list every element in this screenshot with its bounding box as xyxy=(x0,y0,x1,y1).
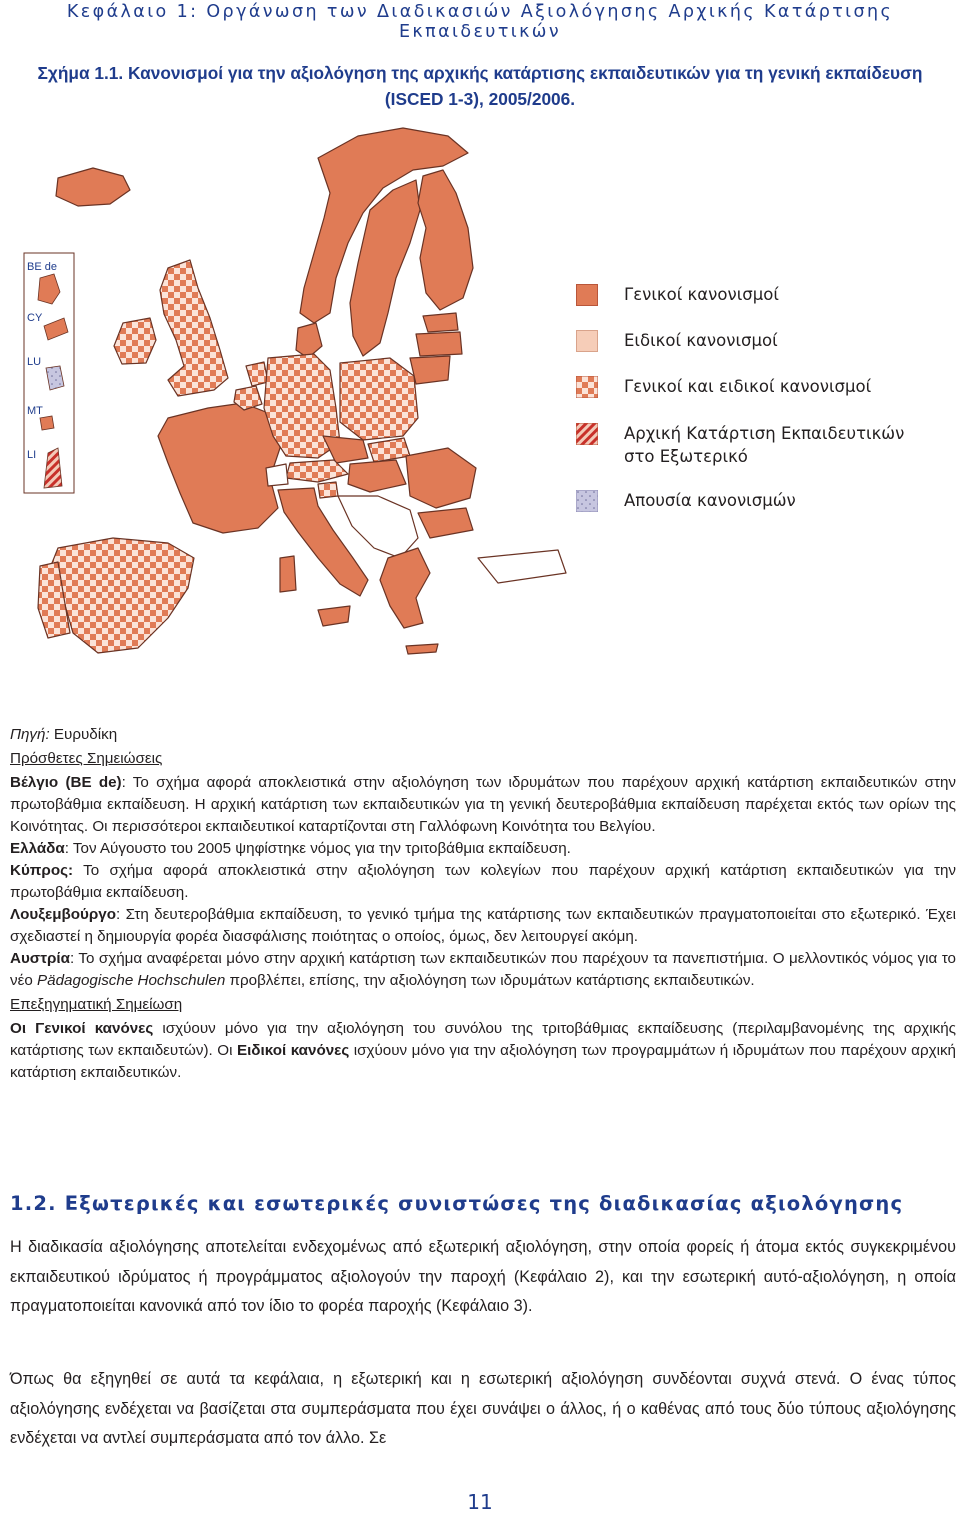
map-region-romania xyxy=(406,448,476,508)
map-region-poland xyxy=(340,358,418,440)
map-region-sardinia xyxy=(280,556,296,592)
note-greece xyxy=(10,838,956,860)
legend-swatch-dots xyxy=(576,490,598,512)
note-cyprus xyxy=(10,860,956,904)
note-greece-text: : Τον Αύγουστο του 2005 ψηφίστηκε νόμος για την τριτοβάθμια εκπαίδευση. xyxy=(64,840,571,857)
map-region-latvia xyxy=(416,332,462,356)
additional-notes-title: Πρόσθετες Σημειώσεις xyxy=(10,750,163,767)
map-region-lithuania xyxy=(410,356,450,384)
running-header: Κεφάλαιο 1: Οργάνωση των Διαδικασιών Αξιολόγησης Αρχικής Κατάρτισης Εκπαιδευτικών xyxy=(66,2,894,42)
section-paragraph-1: Η διαδικασία αξιολόγησης αποτελείται ενδεχομένως από εξωτερική αξιολόγηση, στην οποία φορείς ή άτομα εκτός συγκεκριμένου εκπαιδευτικού ιδρύματος ή προγράμματος αξιολογούν την παροχή (Κεφάλαιο 2), και την εσωτερική αυτό-αξιολόγηση, η οποία πραγματοποιείται κανονικά από τον ίδιο το φορέα παροχής (Κεφάλαιο 3). xyxy=(10,1238,956,1315)
note-austria-text-after: προβλέπει, επίσης, την αξιολόγηση των ιδρυμάτων κατάρτισης εκπαιδευτικών. xyxy=(225,972,755,989)
map-region-greece xyxy=(380,548,430,628)
explanatory-note-title: Επεξηγηματική Σημείωση xyxy=(10,996,183,1013)
legend-item-general xyxy=(576,283,779,306)
map-region-balkans xyxy=(338,496,418,558)
note-austria-text-before: : Το σχήμα αναφέρεται μόνο στην αρχική κατάρτιση των εκπαιδευτικών που παρέχουν τα πανεπιστήμια. Ο μελλοντικός νόμος για το νέο xyxy=(10,950,956,989)
explanatory-bold1: Οι Γενικοί κανόνες xyxy=(10,1020,154,1037)
legend-swatch-general xyxy=(576,284,598,306)
map-region-spain xyxy=(48,538,194,653)
map-region-austria xyxy=(286,460,348,482)
map-region-sicily xyxy=(318,606,350,626)
note-cyprus-text: Το σχήμα αφορά αποκλειστικά στην αξιολόγηση των κολεγίων που παρέχουν αρχική κατάρτιση εκπαιδευτικών για την πρωτοβάθμια εκπαίδευση. xyxy=(10,862,956,901)
map-region-czechia xyxy=(323,436,368,463)
map-region-switzerland xyxy=(266,464,288,486)
inset-label-mt: MT xyxy=(27,405,43,417)
legend-label-general-and-specific: Γενικοί και ειδικοί κανονισμοί xyxy=(624,377,872,396)
map-region-crete xyxy=(406,644,438,654)
legend-item-abroad xyxy=(576,422,936,468)
map-region-france xyxy=(158,403,280,533)
figure-caption-line2: (ISCED 1-3), 2005/2006. xyxy=(384,89,576,109)
note-luxembourg xyxy=(10,904,956,948)
inset-label-li: LI xyxy=(27,449,37,461)
europe-map xyxy=(18,118,578,708)
inset-label-be: BE de xyxy=(27,261,57,273)
legend-label-abroad: Αρχική Κατάρτιση Εκπαιδευτικών στο Εξωτερικό xyxy=(624,424,905,466)
map-region-hungary xyxy=(348,460,406,492)
note-belgium-country: Βέλγιο (BE de) xyxy=(10,774,122,791)
note-austria xyxy=(10,948,956,992)
inset-label-lu: LU xyxy=(27,356,42,368)
legend-item-none xyxy=(576,489,796,512)
note-cyprus-country: Κύπρος: xyxy=(10,862,74,879)
map-region-estonia xyxy=(423,313,458,332)
map-region-denmark xyxy=(296,323,322,358)
explanatory-text1: ισχύουν μόνο για την αξιολόγηση του συνόλου της τριτοβάθμιας εκπαίδευσης (περιλαμβανομένης της αρχικής κατάρτισης των εκπαιδευτών). Οι xyxy=(10,1020,957,1059)
page-number: 11 xyxy=(467,1490,493,1514)
source-line xyxy=(10,724,956,746)
section-title: 1.2. Εξωτερικές και εσωτερικές συνιστώσες της διαδικασίας αξιολόγησης xyxy=(10,1192,904,1215)
map-region-finland xyxy=(418,170,473,310)
legend-label-general: Γενικοί κανονισμοί xyxy=(624,285,779,304)
note-luxembourg-text: : Στη δευτεροβάθμια εκπαίδευση, το γενικό τμήμα της κατάρτισης των εκπαιδευτικών πραγματοποιείται στο εξωτερικό. Έχει σχεδιαστεί η δημιουργία φορέα διασφάλισης ποιότητας ο οποίος, όμως, δεν λειτουργεί ακόμη. xyxy=(10,906,956,945)
note-luxembourg-country: Λουξεμβούργο xyxy=(10,906,117,923)
source-value: Ευρυδίκη xyxy=(49,726,118,743)
europe-map-svg xyxy=(18,118,578,708)
note-belgium-text: : Το σχήμα αφορά αποκλειστικά στην αξιολόγηση των ιδρυμάτων που παρέχουν αρχική κατάρτιση εκπαιδευτικών στην πρωτοβάθμια εκπαίδευση. Η αρχική κατάρτιση των εκπαιδευτικών για τη γενική δευτεροβάθμια εκπαίδευση παρέχεται εκτός των ορίων της Κοινότητας. Οι περισσότεροι εκπαιδευτικοί καταρτίζονται στη Γαλλόφωνη Κοινότητα του Βελγίου. xyxy=(10,774,956,835)
note-austria-italic: Pädagogische Hochschulen xyxy=(37,972,226,989)
source-label: Πηγή: xyxy=(10,726,50,743)
map-region-turkey-outline xyxy=(478,550,566,583)
map-region-ireland xyxy=(114,318,156,364)
map-inset-box xyxy=(24,253,74,493)
legend-swatch-hatch xyxy=(576,423,598,445)
legend-label-none: Απουσία κανονισμών xyxy=(624,491,796,510)
note-austria-country: Αυστρία xyxy=(10,950,70,967)
map-region-bulgaria xyxy=(418,508,473,538)
explanatory-note xyxy=(10,1018,956,1084)
legend-label-specific: Ειδικοί κανονισμοί xyxy=(624,331,778,350)
map-region-slovenia xyxy=(318,482,338,498)
figure-caption-line1: Σχήμα 1.1. Κανονισμοί για την αξιολόγηση της αρχικής κατάρτισης εκπαιδευτικών για τη γενική εκπαίδευση xyxy=(37,63,923,83)
legend-item-general-and-specific xyxy=(576,375,871,398)
map-region-slovakia xyxy=(368,438,410,462)
map-region-iceland xyxy=(56,168,130,206)
explanatory-bold2: Ειδικοί κανόνες xyxy=(236,1042,350,1059)
note-belgium xyxy=(10,772,956,838)
legend-swatch-checker xyxy=(576,376,598,398)
legend-item-specific xyxy=(576,329,778,352)
figure-caption xyxy=(12,60,948,112)
note-greece-country: Ελλάδα xyxy=(10,840,65,857)
legend-swatch-specific xyxy=(576,330,598,352)
map-region-uk xyxy=(160,260,228,396)
inset-label-cy: CY xyxy=(27,312,43,324)
section-paragraph-2: Όπως θα εξηγηθεί σε αυτά τα κεφάλαια, η εξωτερική και η εσωτερική αξιολόγηση συνδέονται συχνά στενά. Ο ένας τύπος αξιολόγησης ενδέχεται να βασίζεται στα συμπεράσματα που έχει συνάψει ο άλλος, ή ο καθένας από τους δύο τύπους αξιολόγησης ενδέχεται να αντλεί συμπεράσματα από τον άλλο. Σε xyxy=(10,1370,956,1447)
figure-notes xyxy=(10,724,956,1084)
explanatory-text2: ισχύουν μόνο για την αξιολόγηση των προγραμμάτων ή ιδρυμάτων που παρέχουν αρχική κατάρτιση εκπαιδευτικών. xyxy=(10,1042,956,1081)
map-region-netherlands xyxy=(246,362,268,386)
